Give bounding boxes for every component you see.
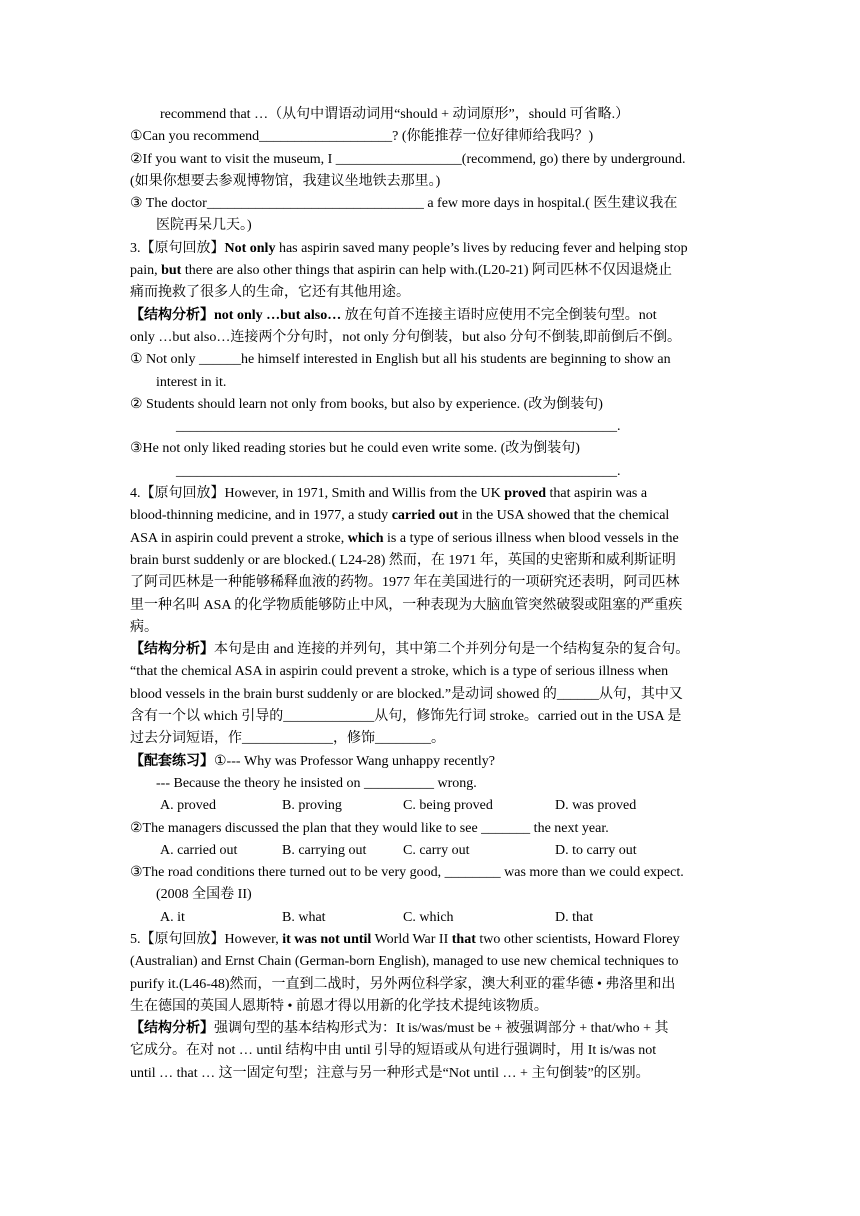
option-b: B. carrying out: [282, 842, 367, 858]
structure-analysis: 【结构分析】本句是由 and 连接的并列句，其中第二个并列分句是一个结构复杂的复合句。: [130, 642, 690, 658]
keyword: that: [451, 931, 476, 947]
section-label: 【结构分析】: [130, 307, 214, 323]
option-b: B. what: [282, 909, 326, 925]
keyword: but: [161, 263, 182, 279]
answer-blank: _______________________________________________________________.: [176, 463, 621, 479]
option-c: C. which: [403, 909, 454, 925]
exercise-line: ② Students should learn not only from books, but also by experience. (改为倒装句): [130, 396, 603, 412]
exercise-line: --- Because the theory he insisted on __________ wrong.: [156, 775, 477, 791]
section-label: 【配套练习】: [130, 753, 214, 769]
original-sentence-3: 3.【原句回放】Not only has aspirin saved many people’s lives by reducing fever and helping stop: [130, 240, 688, 256]
text-line: 过去分词短语，作_____________，修饰________。: [130, 731, 445, 747]
text-line: purify it.(L46-48)然而，一直到二战时，另外两位科学家，澳大利亚的霍华德 • 弗洛里和出: [130, 976, 676, 992]
option-d: D. to carry out: [555, 842, 637, 858]
option-a: A. carried out: [160, 842, 238, 858]
exercise-line: ①Can you recommend___________________? (你能推荐一位好律师给我吗？): [130, 129, 594, 145]
document-page: [130, 104, 734, 1085]
section-label: 【结构分析】: [130, 1021, 214, 1037]
answer-blank: _______________________________________________________________.: [176, 419, 621, 435]
keyword: Not only: [224, 240, 276, 256]
text-line: 生在德国的英国人恩斯特 • 前恩才得以用新的化学技术提纯该物质。: [130, 998, 548, 1014]
keyword: proved: [504, 486, 547, 502]
keyword: which: [347, 530, 384, 546]
original-sentence-5: 5.【原句回放】However, it was not until World War II that two other scientists, Howard Florey: [130, 931, 680, 947]
text-line: interest in it.: [156, 374, 227, 390]
keyword: not only …but also…: [214, 307, 345, 323]
option-d: D. was proved: [555, 798, 637, 814]
answer-options: [130, 840, 734, 862]
text-line: (Australian) and Ernst Chain (German-born English), managed to use new chemical techniques to: [130, 954, 679, 970]
text-line: (2008 全国卷 II): [156, 887, 252, 903]
practice-heading: 【配套练习】①--- Why was Professor Wang unhappy recently?: [130, 753, 495, 769]
text-line: 痛而挽救了很多人的生命，它还有其他用途。: [130, 285, 410, 301]
text-line: blood vessels in the brain burst suddenly or are blocked.”是动词 showed 的______从句，其中又: [130, 686, 683, 702]
option-c: C. being proved: [403, 798, 493, 814]
keyword: it was not until: [282, 931, 372, 947]
text-line: 含有一个以 which 引导的_____________从句，修饰先行词 stroke。carried out in the USA 是: [130, 709, 682, 725]
exercise-line: ②If you want to visit the museum, I __________________(recommend, go) there by underground.: [130, 151, 686, 167]
answer-options: [130, 795, 734, 817]
option-b: B. proving: [282, 798, 342, 814]
original-sentence-4: 4.【原句回放】However, in 1971, Smith and Willis from the UK proved that aspirin was a: [130, 486, 648, 502]
text-line: 医院再呆几天。): [156, 218, 252, 234]
text-line: brain burst suddenly or are blocked.( L24-28) 然而，在 1971 年，英国的史密斯和威利斯证明: [130, 552, 676, 568]
text-line: (如果你想要去参观博物馆，我建议坐地铁去那里。): [130, 173, 441, 189]
text-line: 了阿司匹林是一种能够稀释血液的药物。1977 年在美国进行的一项研究还表明，阿司匹林: [130, 575, 680, 591]
option-d: D. that: [555, 909, 594, 925]
text-line: recommend that …（从句中谓语动词用“should + 动词原形”，should 可省略.）: [160, 107, 630, 122]
text-line: 病。: [130, 619, 158, 635]
option-a: A. proved: [160, 798, 216, 814]
text-line: until … that … 这一固定句型；注意与另一种形式是“Not until … + 主句倒装”的区别。: [130, 1065, 650, 1081]
exercise-line: ②The managers discussed the plan that they would like to see _______ the next year.: [130, 820, 609, 836]
text-line: blood-thinning medicine, and in 1977, a study carried out in the USA showed that the chemical: [130, 508, 670, 524]
section-label: 【结构分析】: [130, 642, 214, 658]
exercise-line: ③He not only liked reading stories but he could even write some. (改为倒装句): [130, 441, 580, 457]
option-c: C. carry out: [403, 842, 470, 858]
text-line: only …but also…连接两个分句时，not only 分句倒装，but also 分句不倒装,即前倒后不倒。: [130, 329, 682, 345]
exercise-line: ① Not only ______he himself interested in English but all his students are beginning to show an: [130, 352, 671, 368]
section-label: 5.【原句回放】: [130, 931, 225, 947]
structure-analysis: 【结构分析】强调句型的基本结构形式为：It is/was/must be + 被强调部分 + that/who + 其: [130, 1021, 669, 1037]
answer-options: [130, 907, 734, 929]
option-a: A. it: [160, 909, 185, 925]
text-line: pain, but there are also other things that aspirin can help with.(L20-21) 阿司匹林不仅因退烧止: [130, 263, 673, 279]
section-label: 3.【原句回放】: [130, 240, 225, 256]
text-line: 它成分。在对 not … until 结构中由 until 引导的短语或从句进行强调时，用 It is/was not: [130, 1043, 657, 1059]
text-line: “that the chemical ASA in aspirin could prevent a stroke, which is a type of serious illness when: [130, 664, 669, 680]
structure-analysis: 【结构分析】not only …but also… 放在句首不连接主语时应使用不完全倒装句型。not: [130, 307, 657, 323]
text-line: ASA in aspirin could prevent a stroke, which is a type of serious illness when blood vessels in the: [130, 530, 679, 546]
exercise-line: ③The road conditions there turned out to be very good, ________ was more than we could expect.: [130, 865, 684, 881]
text-line: 里一种名叫 ASA 的化学物质能够防止中风，一种表现为大脑血管突然破裂或阻塞的严重疾: [130, 597, 683, 613]
exercise-line: ③ The doctor_______________________________ a few more days in hospital.( 医生建议我在: [130, 196, 678, 212]
keyword: carried out: [391, 508, 459, 524]
